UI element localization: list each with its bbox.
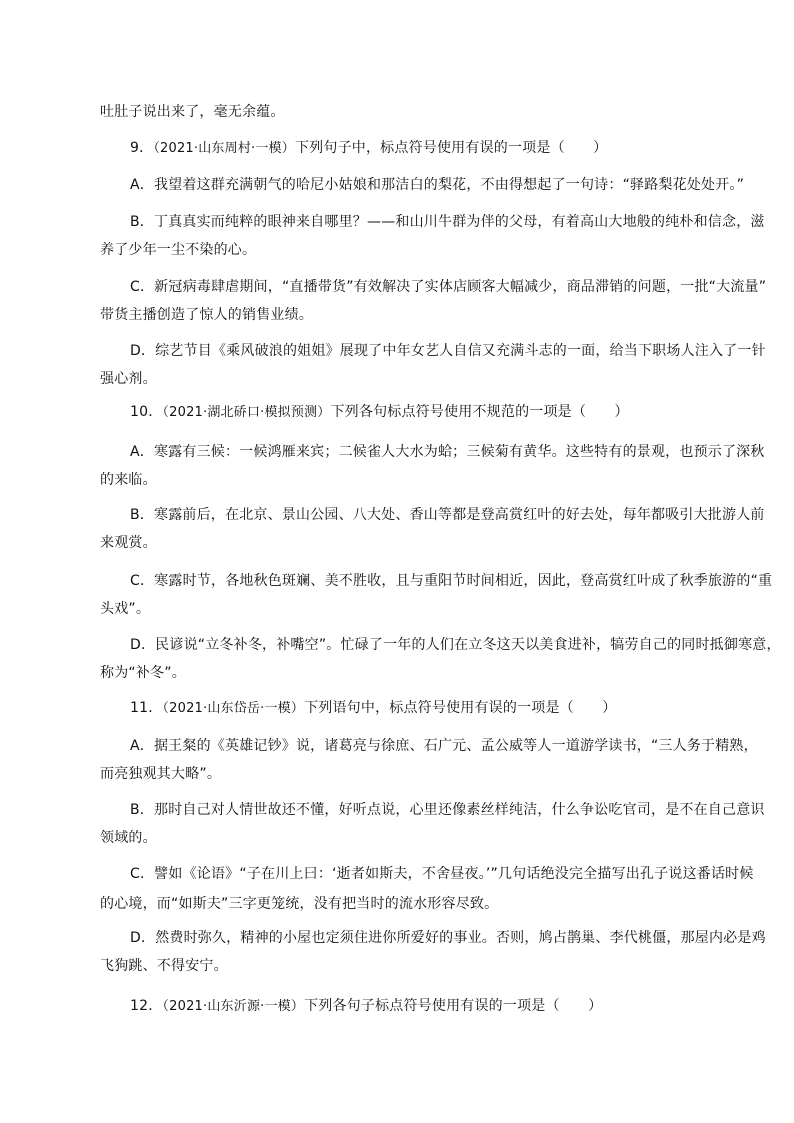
question-source: （2021·山东岱岳·一模） xyxy=(162,701,305,716)
question-number: 12． xyxy=(130,998,163,1014)
option-line-cont: 带货主播创造了惊人的销售业绩。 xyxy=(100,307,313,323)
option-line: A．我望着这群充满朝气的哈尼小姑娘和那洁白的梨花，不由得想起了一句诗：“驿路梨花处处开。” xyxy=(130,177,745,193)
option-line-cont: 养了少年一尘不染的心。 xyxy=(100,242,257,258)
option-line-cont: 强心剂。 xyxy=(100,371,157,387)
question-12-header xyxy=(130,996,602,1017)
option-line-cont: 领域的。 xyxy=(100,830,157,846)
option-line-cont: 的来临。 xyxy=(100,472,157,488)
option-line-cont: 的心境，而“如斯夫”三字更笼统，没有把当时的流水形容尽致。 xyxy=(100,896,499,912)
question-number: 11． xyxy=(130,700,163,716)
question-source: （2021·山东周村·一模） xyxy=(153,141,295,156)
option-line: C．譬如《论语》“子在川上曰：‘逝者如斯夫，不舍昼夜。’”几句话绝没完全描写出孔子说这番话时候 xyxy=(130,866,754,882)
option-line: D．然费时弥久，精神的小屋也定须住进你所爱好的事业。否则，鸠占鹊巢、李代桃僵，那屋内必是鸡 xyxy=(130,930,766,946)
question-number: 10． xyxy=(130,404,163,420)
question-stem: 下列各句子标点符号使用有误的一项是（ ） xyxy=(304,998,603,1014)
option-line: A．寒露有三候：一候鸿雁来宾；二候雀人大水为蛤；三候菊有黄华。这些特有的景观，也预示了深秋 xyxy=(130,444,765,460)
option-line: B．寒露前后，在北京、景山公园、八大处、香山等都是登高赏红叶的好去处，每年都吸引大批游人前 xyxy=(130,507,765,523)
question-stem: 下列句子中，标点符号使用有误的一项是（ ） xyxy=(294,140,608,156)
carryover-line: 吐肚子说出来了，毫无余蕴。 xyxy=(100,104,285,120)
option-line-cont: 来观赏。 xyxy=(100,535,157,551)
option-line: C．新冠病毒肆虐期间，“直播带货”有效解决了实体店顾客大幅减少，商品滞销的问题，一批“大流量” xyxy=(130,279,767,295)
question-10-header xyxy=(130,402,629,423)
question-source: （2021·山东沂源·一模） xyxy=(162,999,305,1014)
question-stem: 下列语句中，标点符号使用有误的一项是（ ） xyxy=(304,700,617,716)
option-line: C．寒露时节，各地秋色斑斓、美不胜收，且与重阳节时间相近，因此，登高赏红叶成了秋季旅游的“重 xyxy=(130,573,773,589)
question-number: 9． xyxy=(130,140,154,156)
question-stem: 下列各句标点符号使用不规范的一项是（ ） xyxy=(330,404,629,420)
question-9-header xyxy=(130,138,607,159)
question-source: （2021·湖北硚口·模拟预测） xyxy=(162,405,331,420)
option-line-cont: 称为“补冬”。 xyxy=(100,665,186,681)
option-line: B．那时自己对人情世故还不懂，好听点说，心里还像素丝样纯洁，什么争讼吃官司，是不在自己意识 xyxy=(130,802,765,818)
option-line-cont: 头戏”。 xyxy=(100,601,151,617)
option-line: B．丁真真实而纯粹的眼神来自哪里？——和山川牛群为伴的父母，有着高山大地般的纯朴和信念，滋 xyxy=(130,214,765,230)
option-line: D．民谚说“立冬补冬，补嘴空”。忙碌了一年的人们在立冬这天以美食进补，犒劳自己的同时抵御寒意， xyxy=(130,637,781,653)
question-11-header xyxy=(130,698,616,719)
option-line-cont: 飞狗跳、不得安宁。 xyxy=(100,958,228,974)
option-line-cont: 而亮独观其大略”。 xyxy=(100,766,222,782)
option-line: A．据王粲的《英雄记钞》说，诸葛亮与徐庶、石广元、孟公威等人一道游学读书，“三人务于精熟， xyxy=(130,738,758,754)
option-line: D．综艺节目《乘风破浪的姐姐》展现了中年女艺人自信又充满斗志的一面，给当下职场人注入了一针 xyxy=(130,343,766,359)
